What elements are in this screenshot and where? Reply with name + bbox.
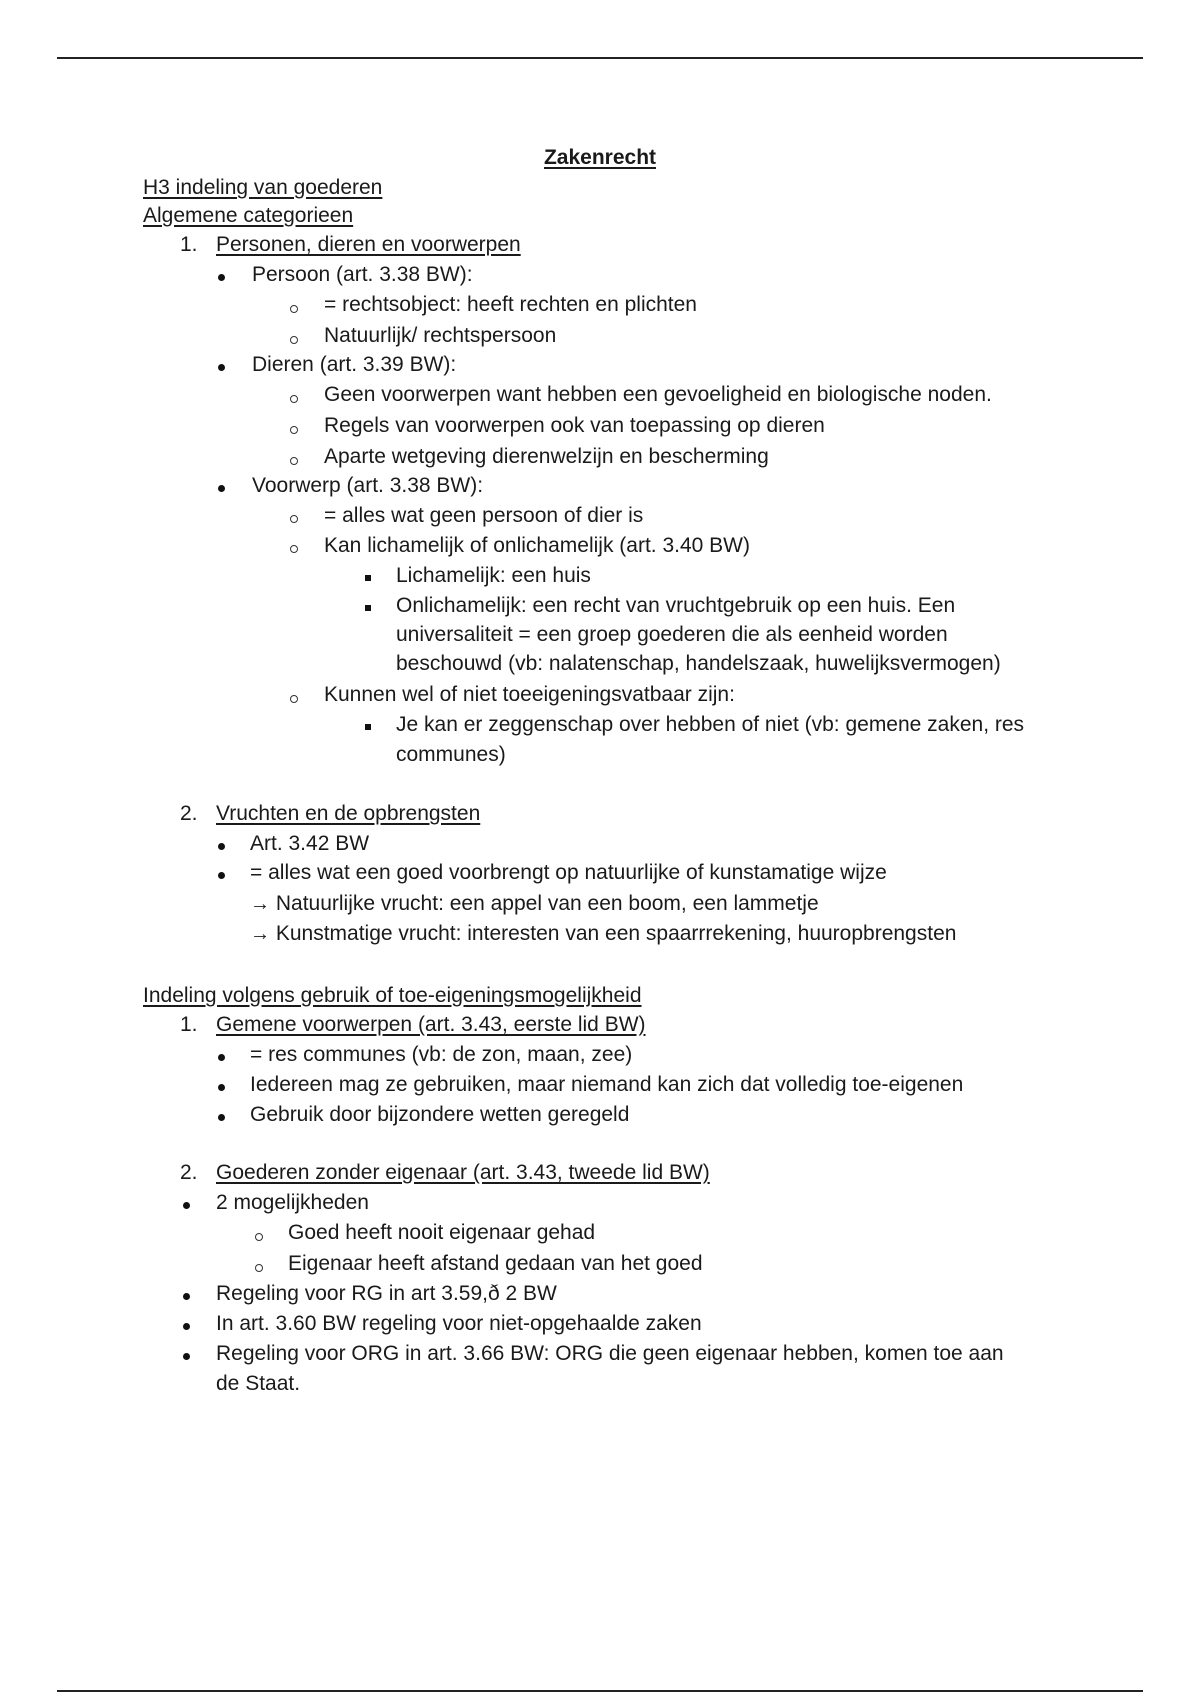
- sub-bullet: Goed heeft nooit eigenaar gehad: [288, 1221, 596, 1244]
- item-heading-vruchten: Vruchten en de opbrengsten: [216, 802, 481, 825]
- bullet-continued: de Staat.: [216, 1372, 301, 1395]
- chapter-heading: H3 indeling van goederen: [143, 176, 383, 199]
- sub-sub-bullet-continued: universaliteit = een groep goederen die als eenheid worden: [396, 623, 948, 646]
- sub-bullet: Kunnen wel of niet toeeigeningsvatbaar zijn:: [324, 683, 735, 706]
- sub-sub-bullet-continued: communes): [396, 743, 506, 766]
- sub-bullet: = alles wat geen persoon of dier is: [324, 504, 644, 527]
- sub-bullet: Eigenaar heeft afstand gedaan van het goed: [288, 1252, 703, 1275]
- sub-sub-bullet: Onlichamelijk: een recht van vruchtgebruik op een huis. Een: [396, 594, 956, 617]
- item-heading-gemene: Gemene voorwerpen (art. 3.43, eerste lid BW): [216, 1013, 646, 1036]
- bullet: Art. 3.42 BW: [250, 832, 370, 855]
- circle-bullet-icon: [290, 336, 298, 344]
- sub-bullet: Aparte wetgeving dierenwelzijn en bescherming: [324, 445, 769, 468]
- bullet: 2 mogelijkheden: [216, 1191, 369, 1214]
- circle-bullet-icon: [290, 545, 298, 553]
- bullet-dieren: Dieren (art. 3.39 BW):: [252, 353, 457, 376]
- circle-bullet-icon: [290, 426, 298, 434]
- bullet-icon: [183, 1293, 190, 1300]
- section-heading-algemene: Algemene categorieen: [143, 204, 354, 227]
- circle-bullet-icon: [290, 515, 298, 523]
- bullet: Regeling voor ORG in art. 3.66 BW: ORG die geen eigenaar hebben, komen toe aan: [216, 1342, 1004, 1365]
- bullet: Iedereen mag ze gebruiken, maar niemand kan zich dat volledig toe-eigenen: [250, 1073, 964, 1096]
- top-rule: [57, 57, 1143, 59]
- bullet-persoon: Persoon (art. 3.38 BW):: [252, 263, 473, 286]
- arrow-right-icon: →: [250, 893, 270, 915]
- bullet: In art. 3.60 BW regeling voor niet-opgehaalde zaken: [216, 1312, 702, 1335]
- arrow-line-text: Kunstmatige vrucht: interesten van een spaarrrekening, huuropbrengsten: [275, 922, 957, 945]
- bullet-icon: [183, 1353, 190, 1360]
- bullet-icon: [218, 872, 225, 879]
- arrow-right-icon: →: [250, 923, 270, 945]
- sub-bullet: Kan lichamelijk of onlichamelijk (art. 3.40 BW): [324, 534, 750, 557]
- sub-sub-bullet: Je kan er zeggenschap over hebben of niet (vb: gemene zaken, res: [396, 713, 1025, 736]
- circle-bullet-icon: [290, 695, 298, 703]
- circle-bullet-icon: [290, 395, 298, 403]
- circle-bullet-icon: [255, 1264, 263, 1272]
- bullet: Regeling voor RG in art 3.59,ð 2 BW: [216, 1282, 557, 1305]
- list-number: 2.: [180, 1161, 198, 1184]
- bullet: Gebruik door bijzondere wetten geregeld: [250, 1103, 630, 1126]
- circle-bullet-icon: [255, 1233, 263, 1241]
- square-bullet-icon: [365, 575, 371, 581]
- item-heading-personen: Personen, dieren en voorwerpen: [216, 233, 521, 256]
- bullet-icon: [218, 274, 225, 281]
- list-number: 1.: [180, 233, 198, 256]
- section-heading-indeling: Indeling volgens gebruik of toe-eigeningsmogelijkheid: [143, 984, 642, 1007]
- sub-bullet: = rechtsobject: heeft rechten en plichten: [324, 293, 697, 316]
- sub-bullet: Geen voorwerpen want hebben een gevoeligheid en biologische noden.: [324, 383, 992, 406]
- arrow-line-text: Natuurlijke vrucht: een appel van een boom, een lammetje: [275, 892, 819, 915]
- sub-sub-bullet: Lichamelijk: een huis: [396, 564, 591, 587]
- bullet-icon: [218, 1084, 225, 1091]
- bullet-icon: [218, 485, 225, 492]
- list-number: 2.: [180, 802, 198, 825]
- list-number: 1.: [180, 1013, 198, 1036]
- square-bullet-icon: [365, 605, 371, 611]
- item-heading-goederen-zonder-eigenaar: Goederen zonder eigenaar (art. 3.43, tweede lid BW): [216, 1161, 710, 1184]
- bottom-rule: [57, 1690, 1143, 1692]
- sub-bullet: Regels van voorwerpen ook van toepassing op dieren: [324, 414, 825, 437]
- bullet-icon: [183, 1323, 190, 1330]
- bullet-icon: [218, 1054, 225, 1061]
- arrow-line: [250, 921, 956, 947]
- arrow-line: [250, 891, 819, 917]
- bullet-voorwerp: Voorwerp (art. 3.38 BW):: [252, 474, 484, 497]
- sub-bullet: Natuurlijk/ rechtspersoon: [324, 324, 557, 347]
- bullet-icon: [218, 364, 225, 371]
- bullet: = alles wat een goed voorbrengt op natuurlijke of kunstamatige wijze: [250, 861, 887, 884]
- bullet-icon: [183, 1202, 190, 1209]
- document-title: Zakenrecht: [543, 146, 657, 169]
- bullet: = res communes (vb: de zon, maan, zee): [250, 1043, 633, 1066]
- bullet-icon: [218, 1114, 225, 1121]
- sub-sub-bullet-continued: beschouwd (vb: nalatenschap, handelszaak, huwelijksvermogen): [396, 652, 1001, 675]
- circle-bullet-icon: [290, 457, 298, 465]
- bullet-icon: [218, 843, 225, 850]
- square-bullet-icon: [365, 724, 371, 730]
- circle-bullet-icon: [290, 305, 298, 313]
